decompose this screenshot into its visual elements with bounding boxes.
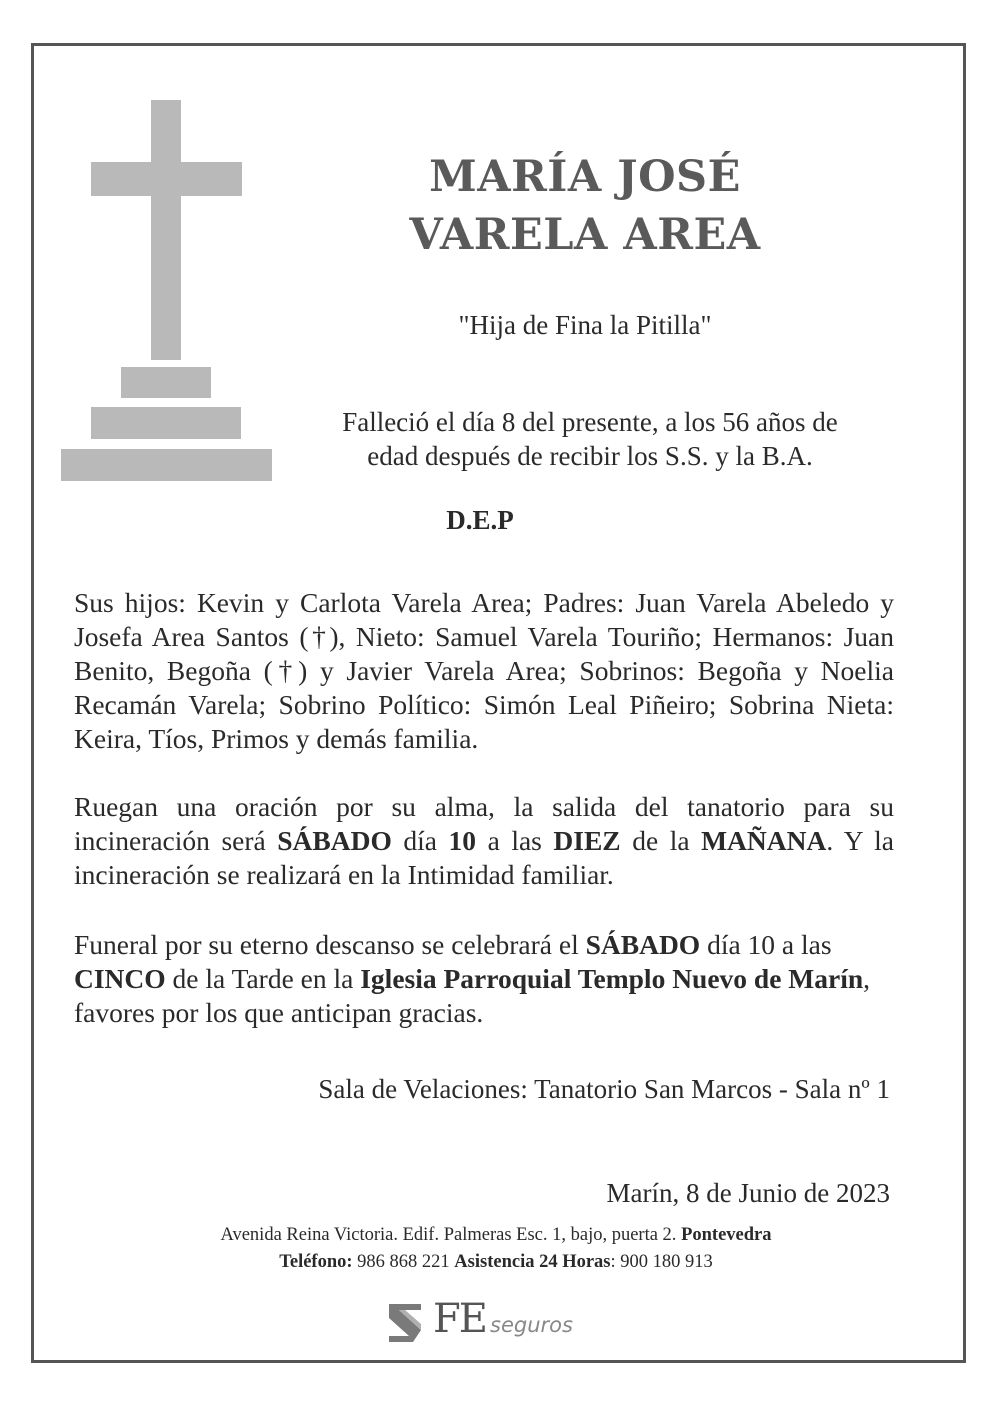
cremation-hour: DIEZ [553,825,621,856]
address-line [60,1222,932,1249]
cremation-day: SÁBADO [277,825,392,856]
funeral-hour: CINCO [74,963,166,994]
funeral-text: , favores por los que anticipan gracias. [74,963,871,1028]
family-paragraph: Sus hijos: Kevin y Carlota Varela Area; Padres: Juan Varela Abeledo y Josefa Area Santos (†), Nieto: Samuel Varela Touriño; Hermanos: Juan Benito, Begoña (†) y Javier Varela Area; Sobrinos: Begoña y Noelia Recamán Varela; Sobrino Político: Simón Leal Piñeiro; Sobrina Nieta: Keira, Tíos, Primos y demás familia. [74,587,894,754]
address-city: Pontevedra [681,1225,772,1245]
funeral-text: Funeral por su eterno descanso se celebrará el [74,929,586,960]
wake-room: Sala de Velaciones: Tanatorio San Marcos - Sala nº 1 [318,1074,890,1104]
deceased-name [330,148,840,264]
funeral-text: de la Tarde en la [165,963,361,994]
name-line-1: MARÍA JOSÉ [429,152,741,202]
date-place: Marín, 8 de Junio de 2023 [606,1178,890,1208]
nickname: "Hija de Fina la Pitilla" [458,310,712,340]
cremation-text: a las [476,825,554,856]
cremation-text: . Y la incineración se realizará en la Intimidad familiar. [74,825,894,890]
address-street: Avenida Reina Victoria. Edif. Palmeras Esc. 1, bajo, puerta 2. [220,1225,682,1245]
funeral-paragraph [74,928,894,1030]
death-line-1: Falleció el día 8 del presente, a los 56 años de [342,407,838,437]
funeral-day: SÁBADO [585,929,701,960]
cremation-date: 10 [448,825,477,856]
assistance-label: Asistencia 24 Horas [454,1252,611,1272]
logo-suffix: seguros [490,1313,573,1337]
address-block [60,1222,932,1276]
phone-label: Teléfono: [279,1252,353,1272]
cremation-paragraph [74,790,894,892]
assistance-number: : 900 180 913 [610,1252,713,1272]
contact-line [60,1249,932,1276]
phone-number: 986 868 221 [352,1252,455,1272]
death-line-2: edad después de recibir los S.S. y la B.A. [367,441,813,471]
cremation-text: de la [620,825,702,856]
cremation-text: Ruegan una oración por su alma, la salida del tanatorio para su incineración será [74,791,894,856]
logo-mark-icon [385,1300,429,1346]
funeral-text: día 10 a las [700,929,832,960]
fe-seguros-logo [385,1296,605,1346]
funeral-church: Iglesia Parroquial Templo Nuevo de Marín [360,963,864,994]
cremation-text: día [391,825,449,856]
cremation-period: MAÑANA [701,825,827,856]
dep-text: D.E.P [446,505,514,535]
logo-brand: FE [433,1296,486,1342]
death-notice [300,405,880,473]
name-line-2: VARELA AREA [409,210,761,260]
